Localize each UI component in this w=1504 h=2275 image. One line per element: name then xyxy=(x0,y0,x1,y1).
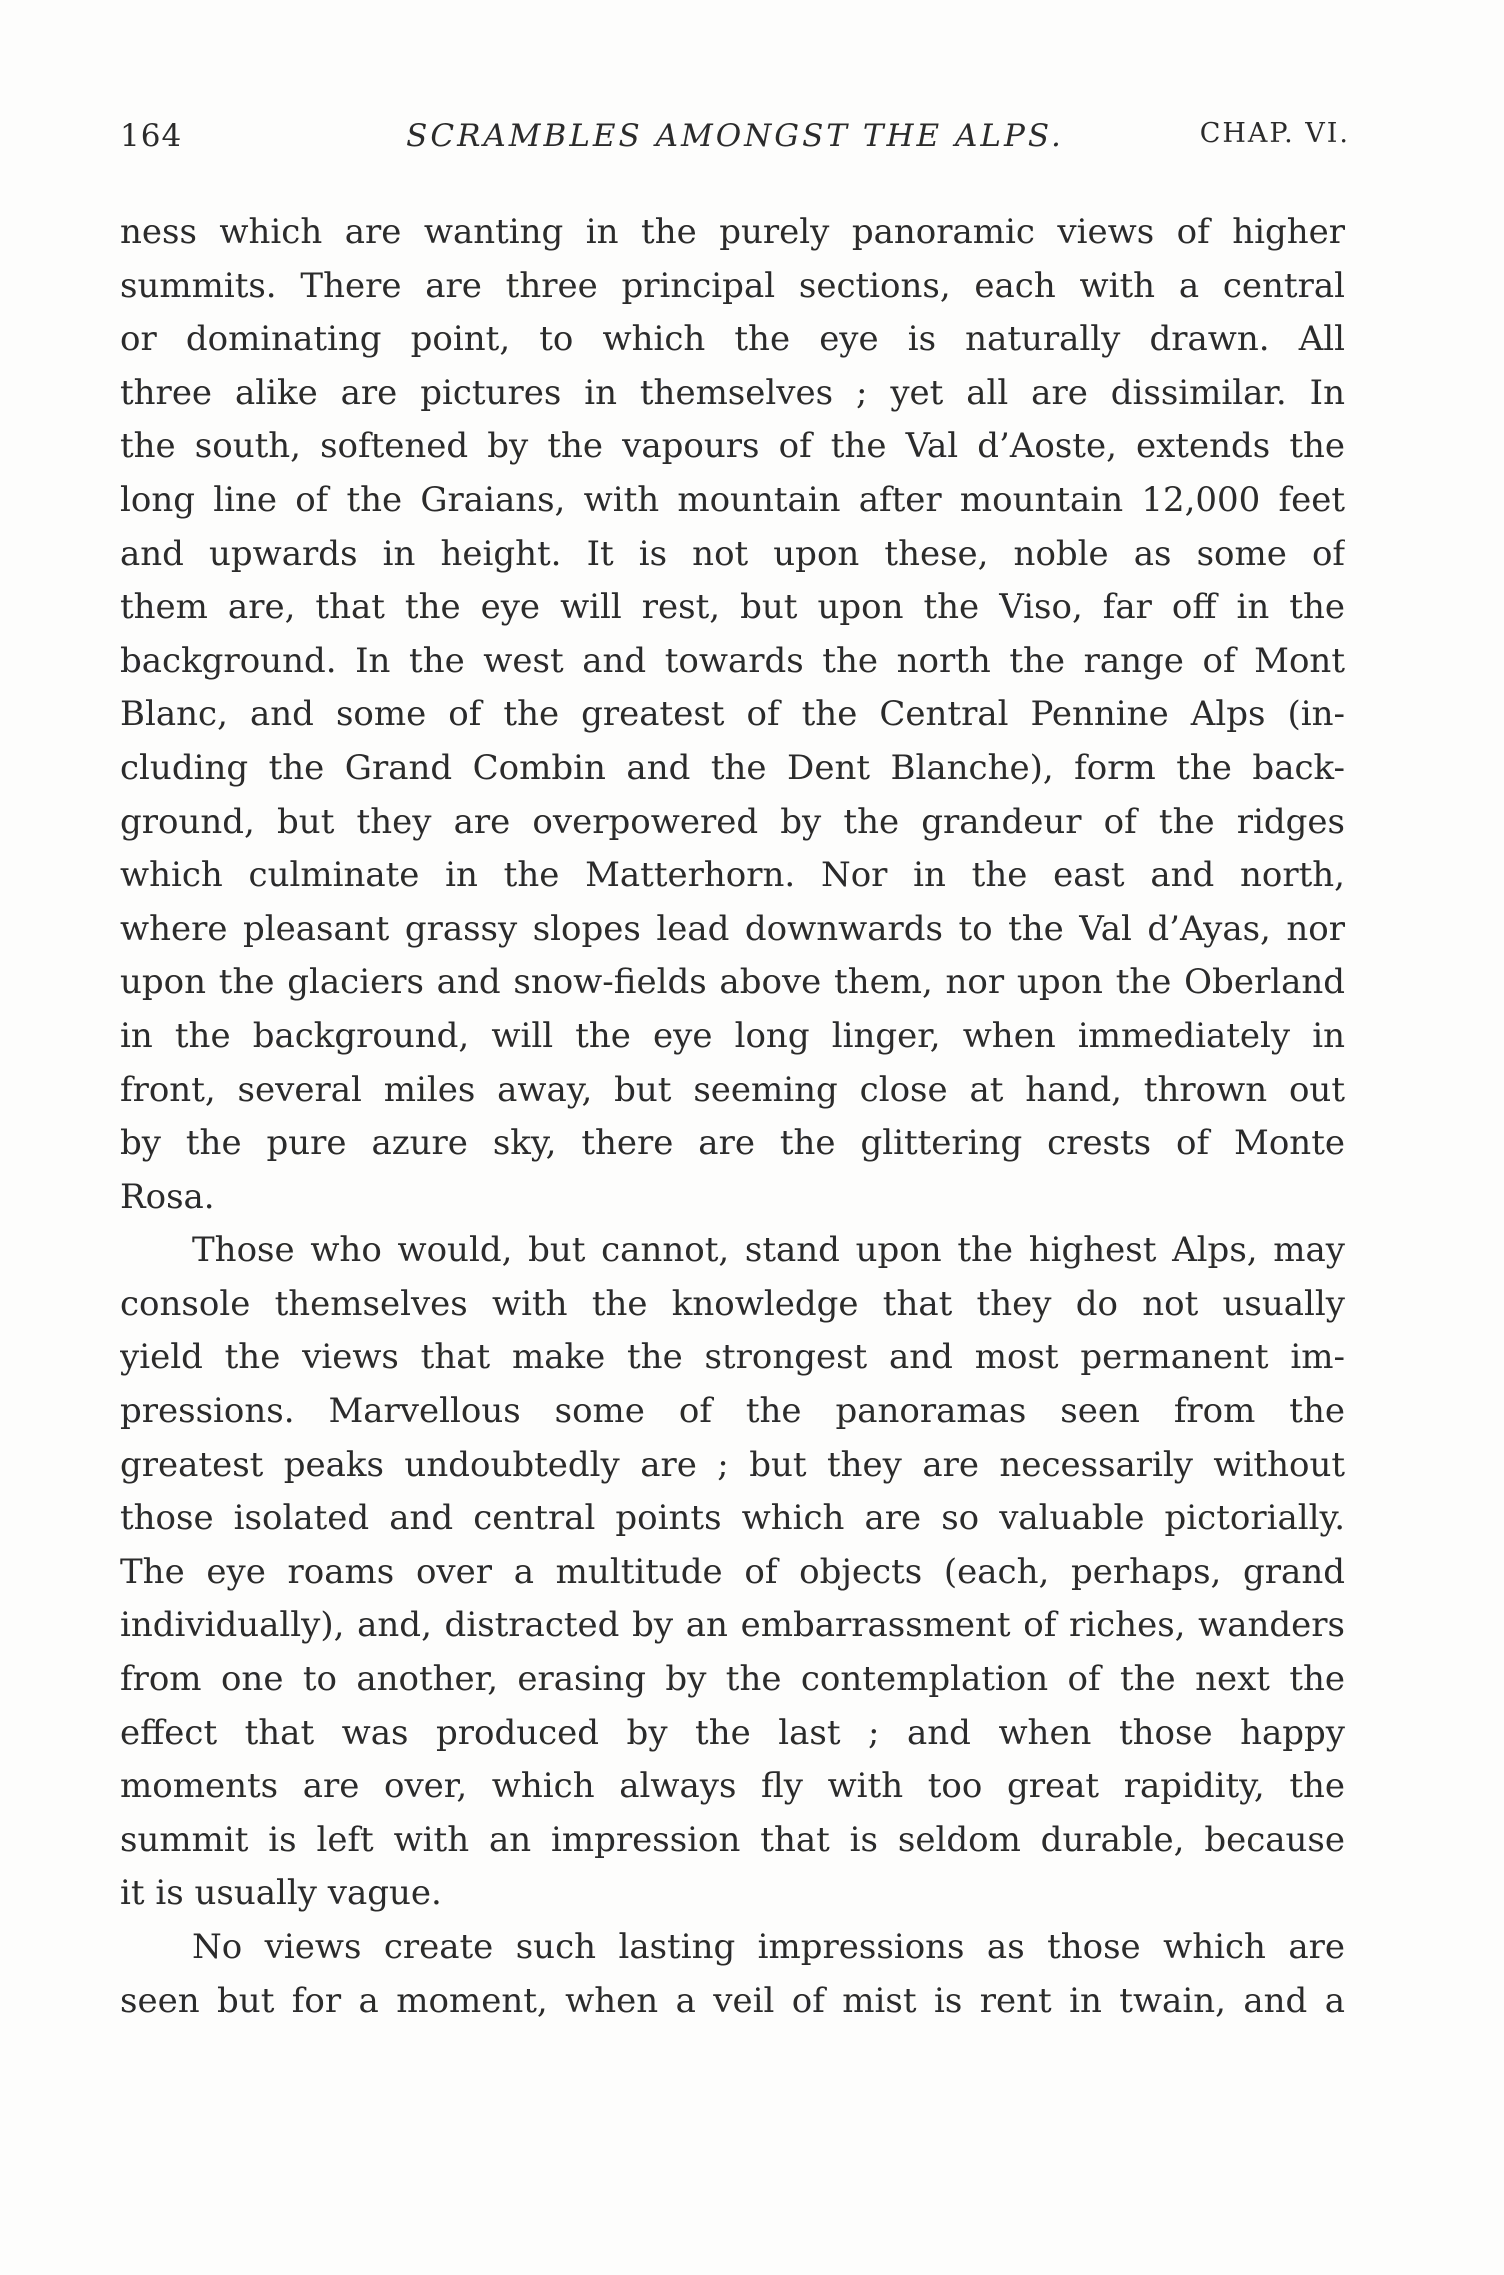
text-line: pressions. Marvellous some of the panoramas seen from the xyxy=(120,1391,1345,1432)
text-line: Rosa. xyxy=(120,1176,215,1217)
text-line: three alike are pictures in themselves ; yet all are dissimilar. In xyxy=(120,372,1345,413)
text-line: front, several miles away, but seeming close at hand, thrown out xyxy=(120,1069,1345,1110)
text-line: greatest peaks undoubtedly are ; but they are necessarily without xyxy=(120,1444,1345,1485)
text-line: effect that was produced by the last ; and when those happy xyxy=(120,1712,1345,1753)
text-line: them are, that the eye will rest, but upon the Viso, far off in the xyxy=(120,587,1345,628)
text-line: yield the views that make the strongest and most permanent im- xyxy=(120,1337,1345,1378)
text-line: long line of the Graians, with mountain after mountain 12,000 feet xyxy=(120,479,1345,520)
text-line: those isolated and central points which are so valuable pictorially. xyxy=(120,1498,1345,1539)
text-line: from one to another, erasing by the contemplation of the next the xyxy=(120,1659,1345,1700)
body-text xyxy=(120,206,1345,2028)
text-line: where pleasant grassy slopes lead downwards to the Val d’Ayas, nor xyxy=(120,908,1345,949)
text-line: the south, softened by the vapours of the Val d’Aoste, extends the xyxy=(120,426,1345,467)
paragraph xyxy=(120,206,1345,1224)
text-line: individually), and, distracted by an embarrassment of riches, wanders xyxy=(120,1605,1345,1646)
text-line: ness which are wanting in the purely panoramic views of higher xyxy=(120,212,1345,252)
text-line: in the background, will the eye long linger, when immediately in xyxy=(120,1015,1345,1056)
text-line: and upwards in height. It is not upon these, noble as some of xyxy=(120,533,1345,574)
text-line: by the pure azure sky, there are the glittering crests of Monte xyxy=(120,1123,1345,1164)
text-line: upon the glaciers and snow-fields above them, nor upon the Oberland xyxy=(120,962,1345,1003)
text-line: which culminate in the Matterhorn. Nor in the east and north, xyxy=(120,855,1345,896)
text-line: ground, but they are overpowered by the grandeur of the ridges xyxy=(120,801,1345,842)
text-line: No views create such lasting impressions as those which are xyxy=(192,1927,1345,1967)
page-number: 164 xyxy=(120,118,183,154)
text-line: seen but for a moment, when a veil of mist is rent in twain, and a xyxy=(120,1980,1345,2021)
text-line: summit is left with an impression that is seldom durable, because xyxy=(120,1819,1345,1860)
text-line: cluding the Grand Combin and the Dent Blanche), form the back- xyxy=(120,747,1345,788)
text-line: Blanc, and some of the greatest of the Central Pennine Alps (in- xyxy=(120,694,1345,735)
text-line: Those who would, but cannot, stand upon the highest Alps, may xyxy=(192,1230,1345,1271)
paragraph xyxy=(120,1224,1345,1921)
text-line: or dominating point, to which the eye is naturally drawn. All xyxy=(120,319,1345,360)
text-line: moments are over, which always fly with too great rapidity, the xyxy=(120,1766,1345,1807)
paragraph xyxy=(120,1921,1345,2028)
text-line: summits. There are three principal sections, each with a central xyxy=(120,265,1345,306)
running-title: SCRAMBLES AMONGST THE ALPS. xyxy=(406,118,1064,154)
text-line: background. In the west and towards the north the range of Mont xyxy=(120,640,1345,681)
text-line: The eye roams over a multitude of objects (each, perhaps, grand xyxy=(120,1551,1345,1592)
text-line: it is usually vague. xyxy=(120,1873,442,1914)
chapter-label: CHAP. VI. xyxy=(1199,118,1350,149)
running-head xyxy=(120,118,1350,168)
text-line: console themselves with the knowledge that they do not usually xyxy=(120,1283,1345,1324)
